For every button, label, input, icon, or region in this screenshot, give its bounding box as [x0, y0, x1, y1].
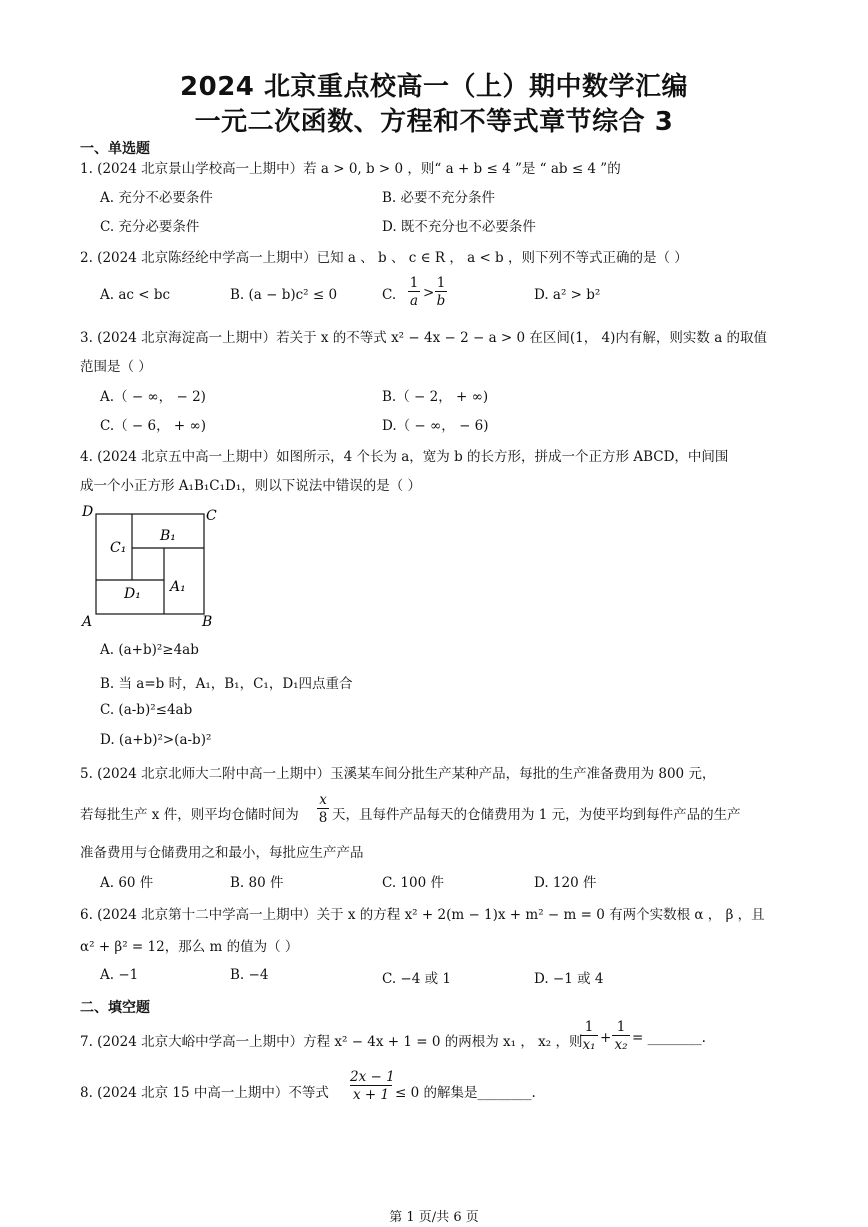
- question-4-figure: [78, 500, 228, 630]
- question-5-option-b: B. 80 件: [230, 875, 284, 891]
- figure-label-d1: D₁: [124, 586, 141, 602]
- question-6-option-d: D. −1 或 4: [534, 971, 604, 987]
- question-5-option-c: C. 100 件: [382, 875, 444, 891]
- figure-label-b1: B₁: [160, 528, 176, 544]
- question-4-option-c: C. (a-b)²≤4ab: [100, 702, 193, 718]
- section-heading-single-choice: 一、单选题: [80, 141, 150, 157]
- question-1-stem: 1. (2024 北京景山学校高一上期中）若 a > 0, b > 0 ，则“ a + b ≤ 4 ”是 “ ab ≤ 4 ”的: [80, 161, 621, 177]
- section-heading-fill-in: 二、填空题: [80, 1000, 150, 1016]
- question-3-option-d: D.（ − ∞， − 6): [382, 418, 489, 434]
- question-4-option-a: A. (a+b)²≥4ab: [100, 642, 199, 658]
- figure-label-c1: C₁: [110, 540, 127, 556]
- question-8-fraction-denominator: x + 1: [352, 1087, 390, 1103]
- question-1-option-b: B. 必要不充分条件: [382, 190, 496, 206]
- question-7-frac1-num: 1: [580, 1020, 598, 1036]
- figure-label-a: A: [82, 614, 93, 630]
- question-3-option-c: C.（ − 6， + ∞): [100, 418, 207, 434]
- question-8-stem-pre: 8. (2024 北京 15 中高一上期中）不等式: [80, 1085, 329, 1101]
- question-3-option-b: B.（ − 2， + ∞): [382, 389, 489, 405]
- question-2-option-d: D. a² > b²: [534, 287, 601, 303]
- question-8-fraction-numerator: 2x − 1: [350, 1069, 395, 1085]
- question-2-stem: 2. (2024 北京陈经纶中学高一上期中）已知 a 、 b 、 c ∈ R ， a < b ，则下列不等式正确的是（ ）: [80, 250, 688, 266]
- question-5-stem-line2-pre: 若每批生产 x 件，则平均仓储时间为: [80, 807, 299, 823]
- question-5-stem-line3: 准备费用与仓储费用之和最小，每批应生产产品: [80, 845, 364, 861]
- figure-label-b: B: [202, 614, 213, 630]
- question-2-option-b: B. (a − b)c² ≤ 0: [230, 287, 338, 303]
- question-4-stem-line1: 4. (2024 北京五中高一上期中）如图所示，4 个长为 a，宽为 b 的长方形，拼成一个正方形 ABCD，中间围: [80, 449, 729, 465]
- question-5-option-d: D. 120 件: [534, 875, 597, 891]
- question-3-stem-line2: 范围是（ ）: [80, 359, 152, 375]
- question-5-fraction-numerator: x: [317, 793, 329, 809]
- question-1-option-d: D. 既不充分也不必要条件: [382, 219, 536, 235]
- question-6-stem-line2: α² + β² = 12，那么 m 的值为（ ）: [80, 939, 299, 955]
- question-6-option-a: A. −1: [100, 967, 139, 983]
- figure-label-a1: A₁: [170, 579, 186, 595]
- figure-outer-square: [96, 514, 204, 614]
- question-1-option-c: C. 充分必要条件: [100, 219, 200, 235]
- question-7-frac2-num: 1: [612, 1020, 630, 1036]
- question-2-option-c-gt: >: [423, 285, 435, 301]
- question-2-option-c-den2: b: [436, 293, 446, 309]
- question-5-fraction-denominator: 8: [318, 810, 328, 826]
- question-6-option-b: B. −4: [230, 967, 269, 983]
- question-5-option-a: A. 60 件: [100, 875, 154, 891]
- question-4-option-d: D. (a+b)²>(a-b)²: [100, 732, 212, 748]
- question-7-stem-post: = ________.: [632, 1030, 706, 1046]
- question-4-option-b: B. 当 a=b 时，A₁，B₁，C₁，D₁四点重合: [100, 676, 353, 692]
- question-2-option-c-num2: 1: [436, 275, 446, 291]
- question-1-option-a: A. 充分不必要条件: [100, 190, 213, 206]
- question-6-stem-line1: 6. (2024 北京第十二中学高一上期中）关于 x 的方程 x² + 2(m − 1)x + m² − m = 0 有两个实数根 α ， β ，且: [80, 907, 765, 923]
- question-4-stem-line2: 成一个小正方形 A₁B₁C₁D₁，则以下说法中错误的是（ ）: [80, 478, 422, 494]
- figure-label-c: C: [206, 508, 217, 524]
- question-7-frac1-den: x₁: [582, 1037, 596, 1053]
- question-3-option-a: A.（ − ∞， − 2): [100, 389, 206, 405]
- page-title-line2: 一元二次函数、方程和不等式章节综合 3: [194, 107, 674, 137]
- figure-label-d: D: [82, 504, 94, 520]
- question-8-stem-post: ≤ 0 的解集是________.: [395, 1085, 536, 1101]
- question-5-stem-line1: 5. (2024 北京北师大二附中高一上期中）玉溪某车间分批生产某种产品，每批的生产准备费用为 800 元，: [80, 766, 716, 782]
- page-footer-page-number: 第 1 页/共 6 页: [389, 1210, 479, 1225]
- question-2-option-c-den1: a: [409, 293, 419, 309]
- question-2-option-c-num1: 1: [409, 275, 419, 291]
- question-6-option-c: C. −4 或 1: [382, 971, 452, 987]
- question-7-frac2-den: x₂: [614, 1037, 628, 1053]
- question-3-stem-line1: 3. (2024 北京海淀高一上期中）若关于 x 的不等式 x² − 4x − 2 − a > 0 在区间(1， 4)内有解，则实数 a 的取值: [80, 330, 768, 346]
- page-title-line1: 2024 北京重点校高一（上）期中数学汇编: [180, 72, 688, 102]
- question-2-option-c-label: C.: [382, 287, 397, 303]
- question-7-plus: +: [600, 1030, 612, 1046]
- question-7-stem-pre: 7. (2024 北京大峪中学高一上期中）方程 x² − 4x + 1 = 0 的两根为 x₁ ， x₂ ，则: [80, 1034, 583, 1050]
- question-2-option-a: A. ac < bc: [100, 287, 171, 303]
- question-5-stem-line2-post: 天，且每件产品每天的仓储费用为 1 元，为使平均到每件产品的生产: [332, 807, 741, 823]
